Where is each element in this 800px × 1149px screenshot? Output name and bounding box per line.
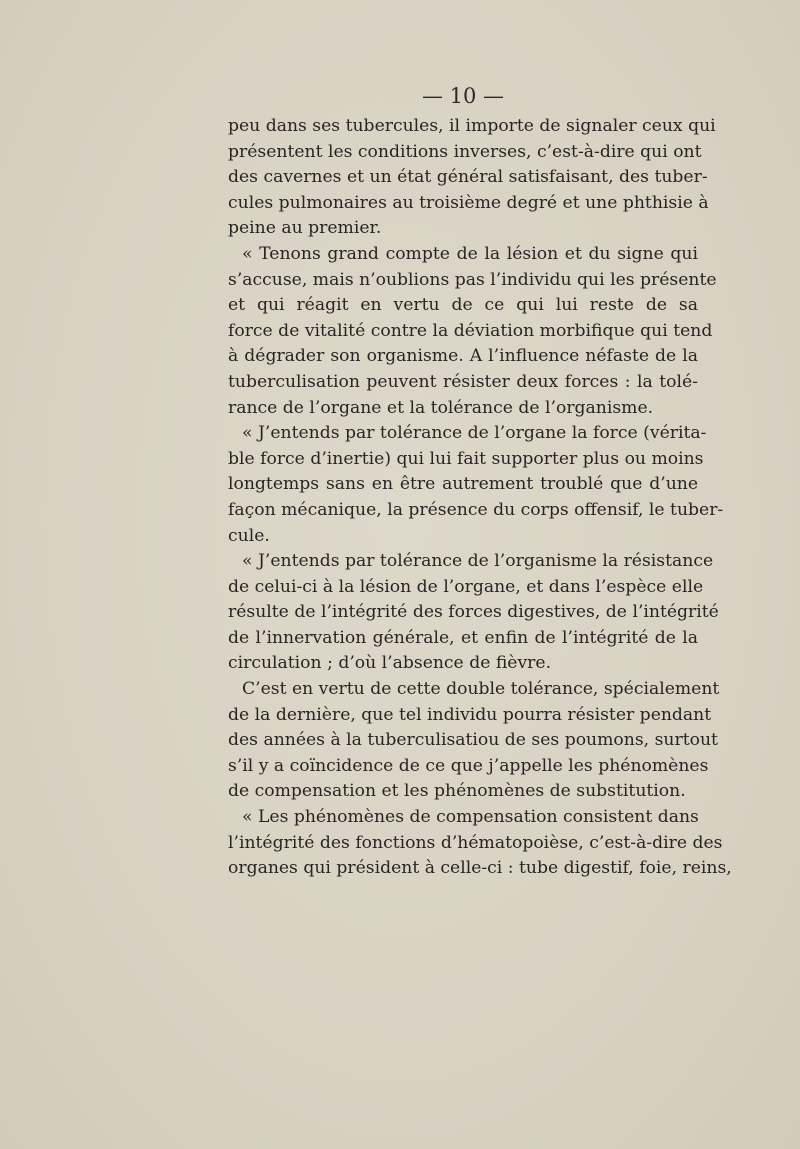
text-line: rance de l’organe et la tolérance de l’organisme.: [228, 397, 654, 418]
text-line: des années à la tuberculisatiou de ses poumons, surtout: [228, 730, 718, 751]
text-line: à dégrader son organisme. A l’influence néfaste de la: [228, 346, 698, 367]
text-line: résulte de l’intégrité des forces digestives, de l’intégrité: [228, 602, 719, 623]
text-line: peu dans ses tubercules, il importe de signaler ceux qui: [228, 116, 716, 136]
text-line: peine au premier.: [228, 218, 382, 239]
text-line: force de vitalité contre la déviation morbifique qui tend: [228, 320, 713, 341]
text-line: de l’innervation générale, et enfin de l’intégrité de la: [228, 627, 698, 648]
text-line: « Tenons grand compte de la lésion et du signe qui: [242, 243, 698, 264]
text-line: et qui réagit en vertu de ce qui lui reste de sa: [228, 295, 698, 316]
text-line: cules pulmonaires au troisième degré et une phthisie à: [228, 192, 709, 213]
text-line: cule.: [228, 525, 270, 546]
text-line: façon mécanique, la présence du corps offensif, le tuber-: [228, 499, 724, 520]
text-line: longtemps sans en être autrement troublé que d’une: [228, 474, 698, 495]
text-line: organes qui président à celle-ci : tube digestif, foie, reins,: [228, 858, 732, 879]
text-line: des cavernes et un état général satisfaisant, des tuber-: [228, 167, 708, 188]
text-line: circulation ; d’où l’absence de fièvre.: [228, 653, 552, 674]
text-line: « J’entends par tolérance de l’organisme la résistance: [242, 551, 714, 572]
text-line: présentent les conditions inverses, c’est-à-dire qui ont: [228, 141, 702, 162]
text-line: « J’entends par tolérance de l’organe la force (vérita-: [242, 423, 707, 444]
text-line: de compensation et les phénomènes de substitution.: [228, 781, 686, 802]
text-line: de celui-ci à la lésion de l’organe, et dans l’espèce elle: [228, 576, 704, 597]
text-line: de la dernière, que tel individu pourra résister pendant: [228, 704, 712, 725]
text-line: s’il y a coïncidence de ce que j’appelle les phénomènes: [228, 755, 709, 776]
body-text: [228, 114, 732, 882]
page-number: — 10 —: [421, 84, 505, 108]
text-line: l’intégrité des fonctions d’hématopoièse, c’est-à-dire des: [228, 832, 723, 853]
text-line: « Les phénomènes de compensation consistent dans: [242, 807, 699, 828]
text-line: ble force d’inertie) qui lui fait supporter plus ou moins: [228, 448, 704, 469]
text-line: tuberculisation peuvent résister deux forces : la tolé-: [228, 371, 698, 392]
text-line: C’est en vertu de cette double tolérance, spécialement: [242, 679, 720, 700]
text-line: s’accuse, mais n’oublions pas l’individu qui les présente: [228, 269, 717, 290]
